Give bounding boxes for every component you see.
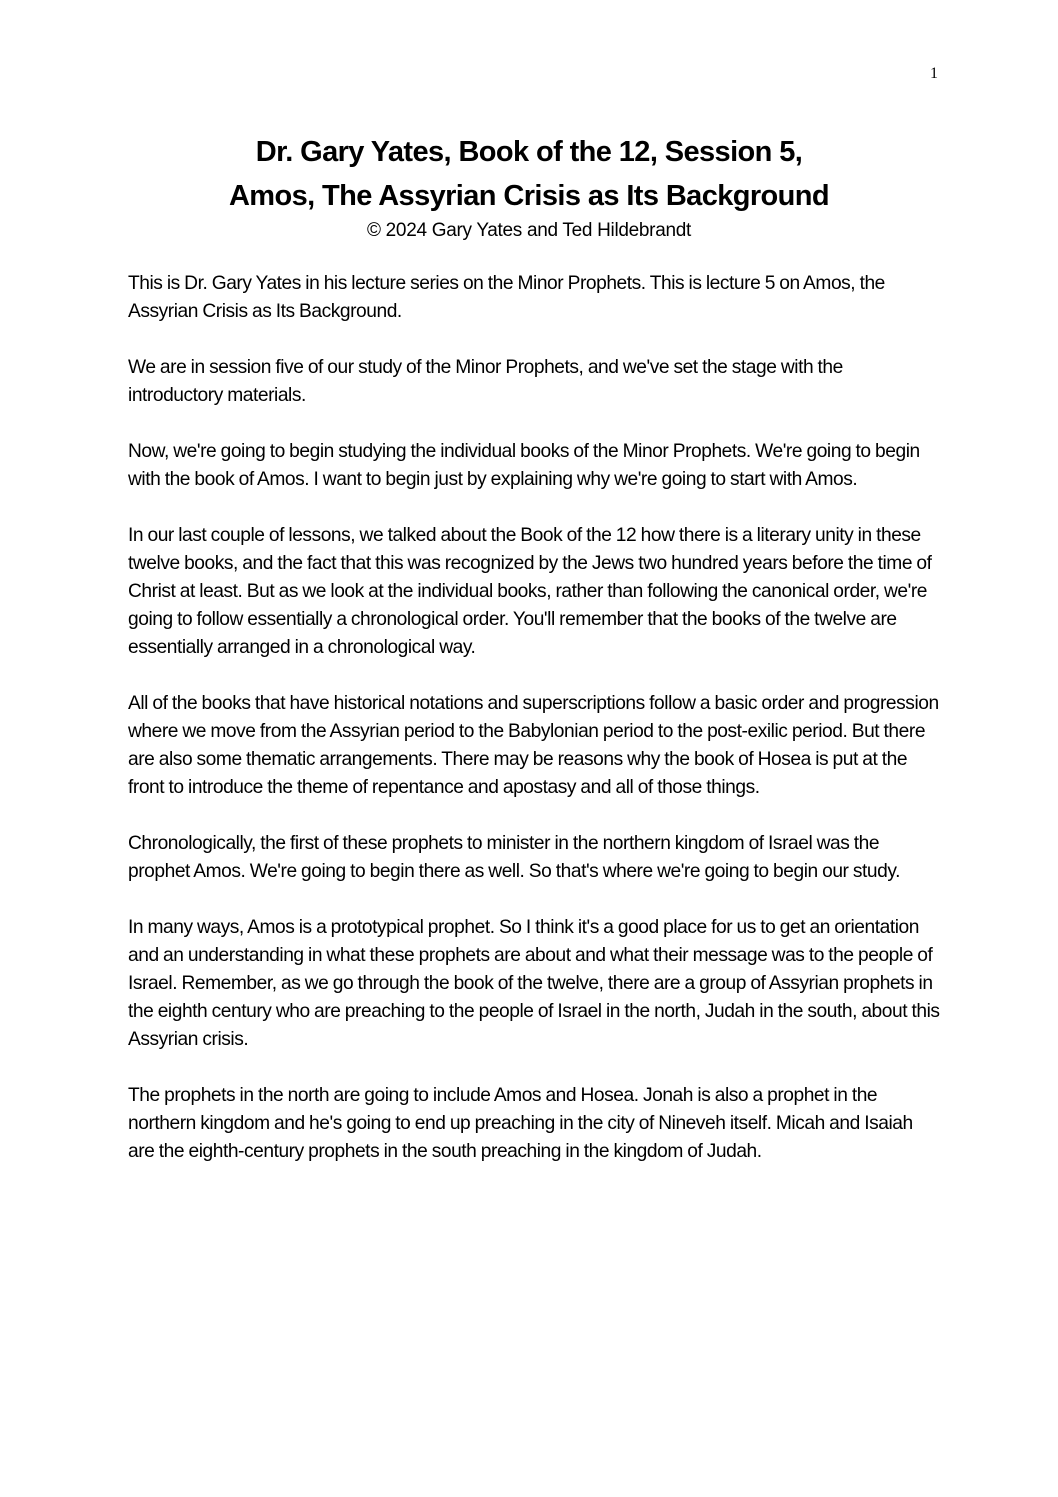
page-number: 1 [930, 65, 938, 82]
paragraph-7: In many ways, Amos is a prototypical prophet. So I think it's a good place for us to get an orientation and an understanding in what these prophets are about and what their message was to the people of Israel. Remember, as we go through the book of the twelve, there are a group of Assyrian prophets in the eighth century who are preaching to the people of Israel in the north, Judah in the south, about this Assyrian crisis. [128, 917, 940, 1050]
copyright-notice: © 2024 Gary Yates and Ted Hildebrandt [366, 220, 691, 241]
document-title-line-1: Dr. Gary Yates, Book of the 12, Session 5, [255, 136, 803, 168]
paragraph-1: This is Dr. Gary Yates in his lecture series on the Minor Prophets. This is lecture 5 on Amos, the Assyrian Crisis as Its Background. [128, 273, 885, 322]
paragraph-6: Chronologically, the first of these prophets to minister in the northern kingdom of Israel was the prophet Amos. We're going to begin there as well. So that's where we're going to begin our study. [128, 833, 900, 882]
document-header [0, 130, 1058, 244]
paragraph-3: Now, we're going to begin studying the individual books of the Minor Prophets. We're going to begin with the book of Amos. I want to begin just by explaining why we're going to start with Amos. [128, 441, 920, 490]
document-title-line-2: Amos, The Assyrian Crisis as Its Background [228, 180, 830, 212]
paragraph-8: The prophets in the north are going to include Amos and Hosea. Jonah is also a prophet in the northern kingdom and he's going to end up preaching in the city of Nineveh itself. Micah and Isaiah are the eighth-century prophets in the south preaching in the kingdom of Judah. [128, 1085, 913, 1162]
paragraph-2: We are in session five of our study of the Minor Prophets, and we've set the stage with the introductory materials. [128, 357, 843, 406]
document-body [128, 270, 940, 1194]
paragraph-4: In our last couple of lessons, we talked about the Book of the 12 how there is a literary unity in these twelve books, and the fact that this was recognized by the Jews two hundred years before the time of Christ at least. But as we look at the individual books, rather than following the canonical order, we're going to follow essentially a chronological order. You'll remember that the books of the twelve are essentially arranged in a chronological way. [128, 525, 932, 658]
paragraph-5: All of the books that have historical notations and superscriptions follow a basic order and progression where we move from the Assyrian period to the Babylonian period to the post-exilic period. But there are also some thematic arrangements. There may be reasons why the book of Hosea is put at the front to introduce the theme of repentance and apostasy and all of those things. [128, 693, 939, 798]
